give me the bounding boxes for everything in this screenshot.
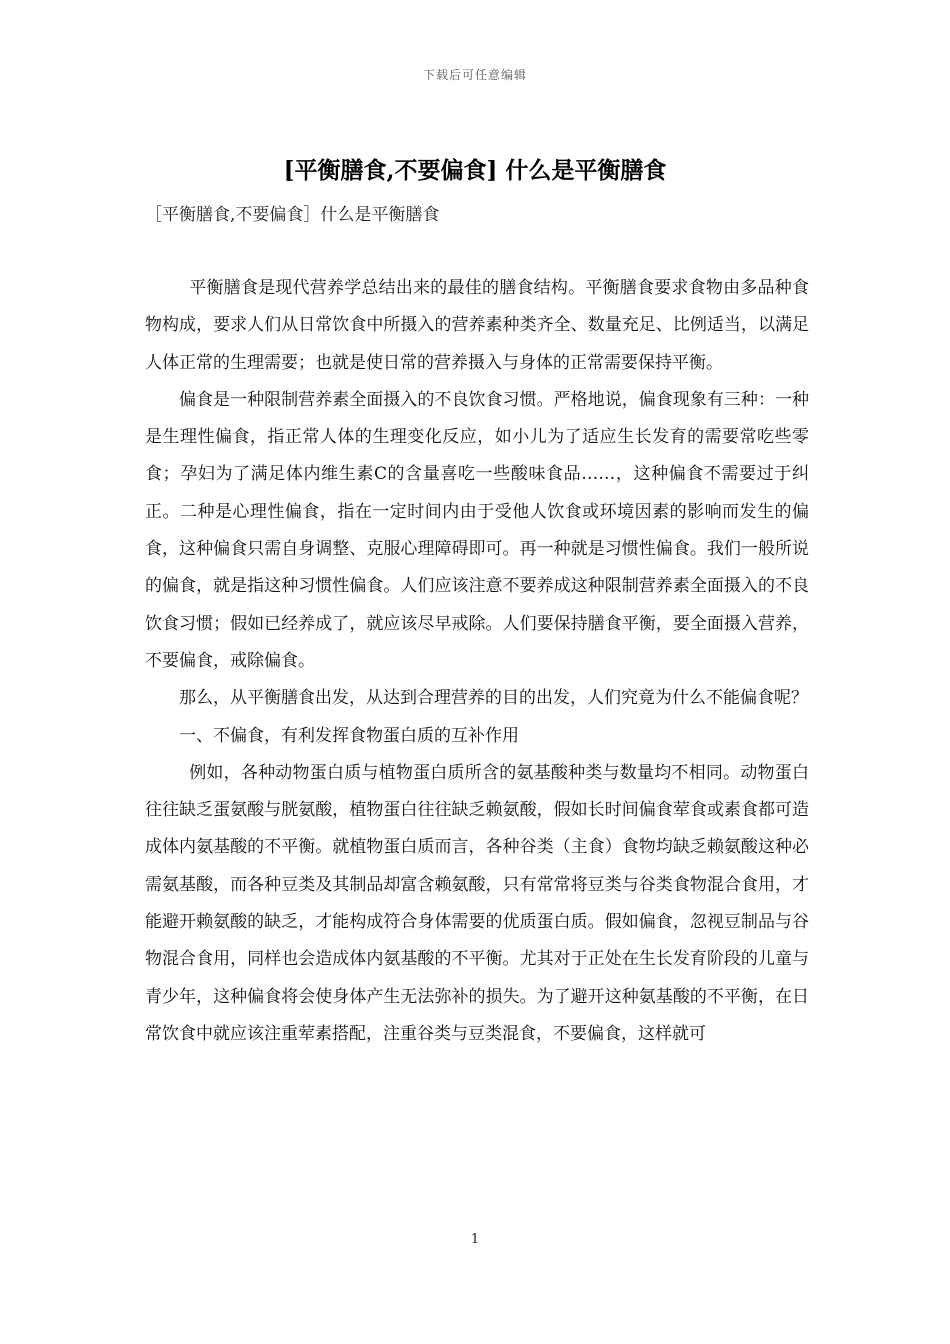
page-number: 1 bbox=[470, 1232, 480, 1247]
section-heading-1: 一、不偏食，有利发挥食物蛋白质的互补作用 bbox=[179, 725, 519, 746]
paragraph-question: 那么，从平衡膳食出发，从达到合理营养的目的出发，人们究竟为什么不能偏食呢？ bbox=[179, 688, 808, 709]
paragraph-definition: 平衡膳食是现代营养学总结出来的最佳的膳食结构。平衡膳食要求食物由多品种食物构成，要求人们从日常饮食中所摄入的营养素种类齐全、数量充足、比例适当，以满足人体正常的生理需要；也就是使日常的营养摄入与身体的正常需要保持平衡。 bbox=[145, 278, 809, 373]
paragraph-picky-eating: 偏食是一种限制营养素全面摄入的不良饮食习惯。严格地说，偏食现象有三种：一种是生理性偏食，指正常人体的生理变化反应，如小儿为了适应生长发育的需要常吃些零食；孕妇为了满足体内维生素C的含量喜吃一些酸味食品……，这种偏食不需要过于纠正。二种是心理性偏食，指在一定时间内由于受他人饮食或环境因素的影响而发生的偏食，这种偏食只需自身调整、克服心理障碍即可。再一种就是习惯性偏食。我们一般所说的偏食，就是指这种习惯性偏食。人们应该注意不要养成这种限制营养素全面摄入的不良饮食习惯；假如已经养成了，就应该尽早戒除。人们要保持膳食平衡，要全面摄入营养，不要偏食，戒除偏食。 bbox=[145, 389, 809, 671]
document-subtitle: ［平衡膳食,不要偏食］什么是平衡膳食 bbox=[145, 205, 440, 225]
document-body bbox=[145, 270, 809, 1053]
paragraph-protein-example: 例如，各种动物蛋白质与植物蛋白质所含的氨基酸种类与数量均不相同。动物蛋白往往缺乏蛋氨酸与胱氨酸，植物蛋白往往缺乏赖氨酸，假如长时间偏食荤食或素食都可造成体内氨基酸的不平衡。就植物蛋白质而言，各种谷类（主食）食物均缺乏赖氨酸这种必需氨基酸，而各种豆类及其制品却富含赖氨酸，只有常常将豆类与谷类食物混合食用，才能避开赖氨酸的缺乏，才能构成符合身体需要的优质蛋白质。假如偏食，忽视豆制品与谷物混合食用，同样也会造成体内氨基酸的不平衡。尤其对于正处在生长发育阶段的儿童与青少年，这种偏食将会使身体产生无法弥补的损失。为了避开这种氨基酸的不平衡，在日常饮食中就应该注重荤素搭配，注重谷类与豆类混食，不要偏食，这样就可 bbox=[145, 762, 809, 1044]
page-header: 下载后可任意编辑 bbox=[422, 68, 527, 82]
document-title: [平衡膳食,不要偏食] 什么是平衡膳食 bbox=[283, 157, 667, 184]
